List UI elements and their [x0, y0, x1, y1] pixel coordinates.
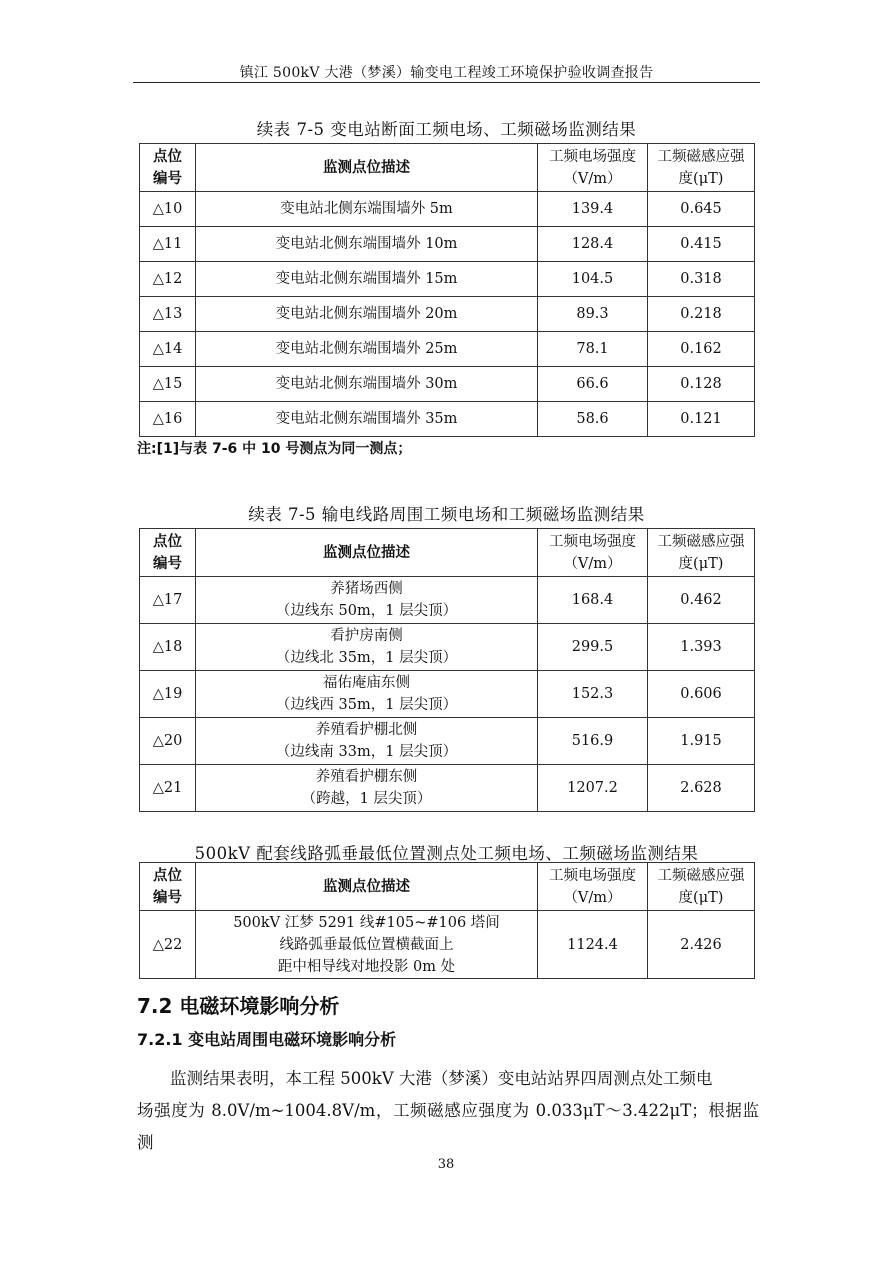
efield-header: 工频电场强度 （V/m） [538, 144, 648, 192]
point-desc: 养殖看护棚东侧 （跨越，1 层尖顶） [196, 765, 538, 812]
bfield-header: 工频磁感应强 度(μT) [648, 529, 755, 577]
table-row [140, 192, 755, 227]
efield-value: 78.1 [538, 332, 648, 367]
point-desc: 变电站北侧东端围墙外 35m [196, 402, 538, 437]
paragraph-line: 监测结果表明，本工程 500kV 大港（梦溪）变电站站界四周测点处工频电 [170, 1069, 713, 1088]
point-desc: 变电站北侧东端围墙外 25m [196, 332, 538, 367]
efield-value: 139.4 [538, 192, 648, 227]
bfield-value: 2.426 [648, 911, 755, 979]
paragraph-line: 场强度为 8.0V/m~1004.8V/m，工频磁感应强度为 0.033μT～3.422μT；根据监测 [137, 1101, 759, 1152]
efield-value: 152.3 [538, 671, 648, 718]
point-id: △16 [140, 402, 196, 437]
point-id: △12 [140, 262, 196, 297]
desc-header: 监测点位描述 [196, 144, 538, 192]
point-id: △15 [140, 367, 196, 402]
bfield-header: 工频磁感应强 度(μT) [648, 144, 755, 192]
table2-caption: 续表 7-5 输电线路周围工频电场和工频磁场监测结果 [248, 505, 645, 524]
bfield-header: 工频磁感应强 度(μT) [648, 863, 755, 911]
point-id: △13 [140, 297, 196, 332]
bfield-value: 0.128 [648, 367, 755, 402]
table-row [140, 765, 755, 812]
table-row [140, 367, 755, 402]
efield-value: 1124.4 [538, 911, 648, 979]
bfield-value: 0.162 [648, 332, 755, 367]
section-heading-7-2: 7.2 电磁环境影响分析 [137, 994, 340, 1018]
table3-header-row [140, 863, 755, 911]
point-id: △19 [140, 671, 196, 718]
table-row [140, 297, 755, 332]
point-desc: 变电站北侧东端围墙外 15m [196, 262, 538, 297]
point-desc: 变电站北侧东端围墙外 5m [196, 192, 538, 227]
bfield-value: 0.121 [648, 402, 755, 437]
table1-note: 注:[1]与表 7-6 中 10 号测点为同一测点； [137, 441, 412, 457]
efield-value: 58.6 [538, 402, 648, 437]
efield-value: 1207.2 [538, 765, 648, 812]
id-header: 点位 编号 [140, 529, 196, 577]
section-heading-7-2-1: 7.2.1 变电站周围电磁环境影响分析 [137, 1030, 397, 1049]
bfield-value: 0.318 [648, 262, 755, 297]
point-id: △22 [140, 911, 196, 979]
efield-value: 516.9 [538, 718, 648, 765]
efield-value: 89.3 [538, 297, 648, 332]
desc-header: 监测点位描述 [196, 863, 538, 911]
efield-value: 104.5 [538, 262, 648, 297]
bfield-value: 2.628 [648, 765, 755, 812]
table1-caption: 续表 7-5 变电站断面工频电场、工频磁场监测结果 [256, 120, 637, 139]
bfield-value: 0.645 [648, 192, 755, 227]
table3-caption: 500kV 配套线路弧垂最低位置测点处工频电场、工频磁场监测结果 [194, 844, 699, 863]
id-header: 点位 编号 [140, 863, 196, 911]
table-row [140, 911, 755, 979]
table-row [140, 402, 755, 437]
table2 [139, 528, 755, 812]
table-row [140, 671, 755, 718]
point-desc: 养殖看护棚北侧 （边线南 33m，1 层尖顶） [196, 718, 538, 765]
point-desc: 变电站北侧东端围墙外 20m [196, 297, 538, 332]
point-id: △21 [140, 765, 196, 812]
point-desc: 养猪场西侧 （边线东 50m，1 层尖顶） [196, 577, 538, 624]
table-row [140, 262, 755, 297]
table2-header-row [140, 529, 755, 577]
efield-header: 工频电场强度 （V/m） [538, 529, 648, 577]
body-paragraph [137, 1063, 759, 1159]
point-desc: 福佑庵庙东侧 （边线西 35m，1 层尖顶） [196, 671, 538, 718]
table1-header-row [140, 144, 755, 192]
efield-value: 66.6 [538, 367, 648, 402]
efield-value: 299.5 [538, 624, 648, 671]
running-header: 镇江 500kV 大港（梦溪）输变电工程竣工环境保护验收调查报告 [239, 65, 654, 81]
point-id: △14 [140, 332, 196, 367]
bfield-value: 1.393 [648, 624, 755, 671]
point-desc: 变电站北侧东端围墙外 30m [196, 367, 538, 402]
table-row [140, 577, 755, 624]
bfield-value: 0.218 [648, 297, 755, 332]
bfield-value: 0.462 [648, 577, 755, 624]
bfield-value: 0.415 [648, 227, 755, 262]
point-id: △10 [140, 192, 196, 227]
table-row [140, 624, 755, 671]
table-row [140, 718, 755, 765]
efield-value: 168.4 [538, 577, 648, 624]
table1 [139, 143, 755, 437]
point-desc: 变电站北侧东端围墙外 10m [196, 227, 538, 262]
point-desc: 看护房南侧 （边线北 35m，1 层尖顶） [196, 624, 538, 671]
id-header: 点位 编号 [140, 144, 196, 192]
desc-header: 监测点位描述 [196, 529, 538, 577]
table-row [140, 332, 755, 367]
point-id: △11 [140, 227, 196, 262]
point-id: △20 [140, 718, 196, 765]
table3 [139, 862, 755, 979]
point-id: △18 [140, 624, 196, 671]
efield-value: 128.4 [538, 227, 648, 262]
point-desc: 500kV 江梦 5291 线#105~#106 塔间 线路弧垂最低位置横截面上 距中相导线对地投影 0m 处 [196, 911, 538, 979]
bfield-value: 0.606 [648, 671, 755, 718]
bfield-value: 1.915 [648, 718, 755, 765]
table-row [140, 227, 755, 262]
efield-header: 工频电场强度 （V/m） [538, 863, 648, 911]
page-number: 38 [437, 1157, 455, 1172]
header-rule [133, 82, 760, 83]
point-id: △17 [140, 577, 196, 624]
